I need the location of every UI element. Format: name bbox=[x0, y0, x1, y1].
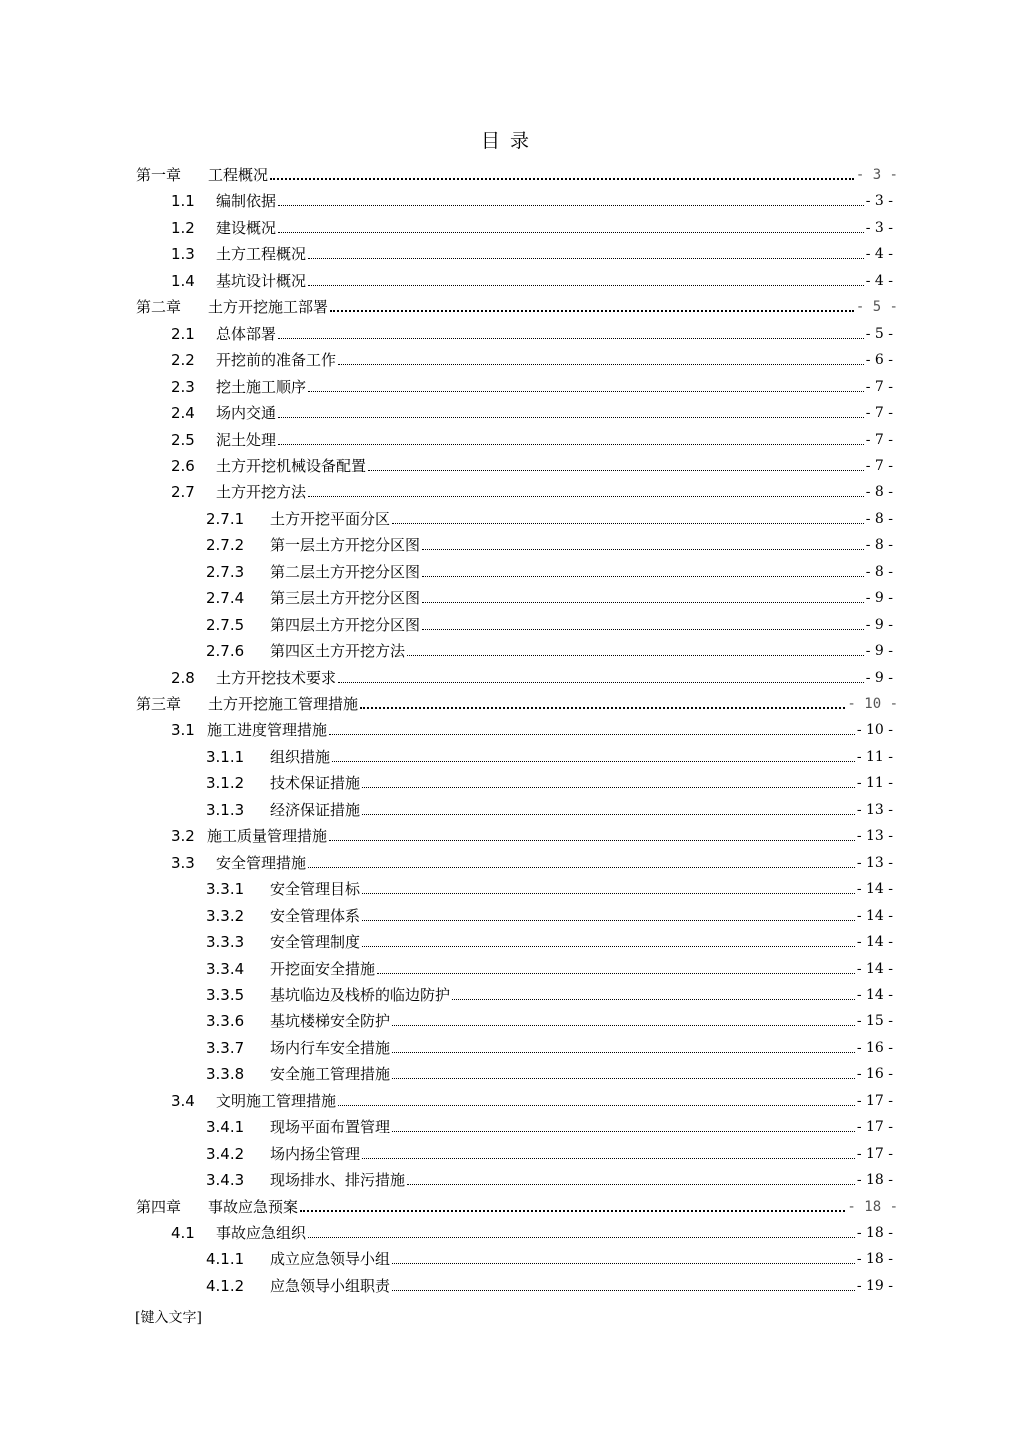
toc-entry-title: 场内行车安全措施 bbox=[270, 1038, 391, 1057]
toc-entry[interactable] bbox=[206, 636, 893, 660]
toc-entry-page: - 7 - bbox=[865, 405, 893, 422]
dot-leader bbox=[308, 257, 864, 259]
toc-entry-page: - 5 - bbox=[865, 325, 893, 342]
toc-entry-title: 第二层土方开挖分区图 bbox=[270, 562, 421, 581]
toc-chapter-entry[interactable] bbox=[136, 689, 898, 713]
toc-entry-page: - 7 - bbox=[865, 378, 893, 395]
toc-entry-title: 安全管理制度 bbox=[270, 933, 361, 952]
dot-leader bbox=[392, 1077, 855, 1079]
toc-entry[interactable] bbox=[206, 530, 893, 554]
dot-leader bbox=[338, 681, 864, 683]
toc-entry-page: - 13 - bbox=[856, 854, 893, 871]
toc-entry-page: - 16 - bbox=[856, 1039, 893, 1056]
toc-entry[interactable] bbox=[206, 557, 893, 581]
toc-entry[interactable] bbox=[171, 213, 893, 237]
toc-entry-title: 基坑临边及栈桥的临边防护 bbox=[270, 985, 451, 1004]
toc-entry-page: - 13 - bbox=[856, 828, 893, 845]
dot-leader bbox=[422, 628, 864, 630]
toc-entry-number: 3.1.2 bbox=[206, 774, 245, 793]
toc-entry-number: 3.3.7 bbox=[206, 1038, 245, 1057]
toc-entry-page: - 7 - bbox=[865, 431, 893, 448]
toc-entry[interactable] bbox=[171, 372, 893, 396]
toc-entry-page: - 18 - bbox=[847, 1198, 898, 1215]
toc-chapter-entry[interactable] bbox=[136, 1192, 898, 1216]
toc-entry-title: 技术保证措施 bbox=[270, 774, 361, 793]
toc-entry-number: 3.4.1 bbox=[206, 1118, 245, 1137]
toc-entry-title: 应急领导小组职责 bbox=[270, 1276, 391, 1295]
dot-leader bbox=[392, 1262, 855, 1264]
dot-leader bbox=[332, 760, 855, 762]
toc-entry[interactable] bbox=[206, 1165, 893, 1189]
toc-chapter-entry[interactable] bbox=[136, 160, 898, 184]
dot-leader bbox=[392, 1051, 855, 1053]
dot-leader bbox=[392, 1024, 855, 1026]
toc-entry-page: - 3 - bbox=[865, 219, 893, 236]
dot-leader bbox=[392, 1130, 855, 1132]
toc-entry-title: 第四层土方开挖分区图 bbox=[270, 615, 421, 634]
toc-entry-page: - 13 - bbox=[856, 801, 893, 818]
toc-entry-page: - 14 - bbox=[856, 986, 893, 1003]
dot-leader bbox=[452, 998, 855, 1000]
toc-entry-number: 3.3 bbox=[171, 853, 195, 872]
toc-entry[interactable] bbox=[206, 1271, 893, 1295]
toc-entry[interactable] bbox=[206, 742, 893, 766]
toc-entry[interactable] bbox=[206, 795, 893, 819]
toc-entry-page: - 10 - bbox=[847, 696, 898, 712]
toc-entry-number: 3.3.2 bbox=[206, 906, 245, 925]
toc-entry-number: 2.7 bbox=[171, 483, 195, 502]
toc-entry-number: 2.2 bbox=[171, 351, 195, 370]
toc-entry-number: 第四章 bbox=[136, 1197, 182, 1216]
toc-entry-page: - 14 - bbox=[856, 907, 893, 924]
toc-entry-number: 2.7.6 bbox=[206, 642, 245, 661]
toc-entry-page: - 18 - bbox=[856, 1251, 893, 1268]
toc-entry-number: 3.3.5 bbox=[206, 985, 245, 1004]
toc-entry-title: 总体部署 bbox=[216, 324, 277, 343]
toc-entry-page: - 17 - bbox=[856, 1092, 893, 1109]
dot-leader bbox=[368, 469, 864, 471]
toc-entry-number: 2.7.4 bbox=[206, 589, 245, 608]
toc-entry-number: 1.3 bbox=[171, 245, 195, 264]
toc-entry-page: - 15 - bbox=[856, 1013, 893, 1030]
toc-entry[interactable] bbox=[171, 1218, 893, 1242]
toc-entry-page: - 9 - bbox=[865, 616, 893, 633]
toc-entry-title: 工程概况 bbox=[208, 166, 269, 184]
toc-entry[interactable] bbox=[171, 266, 893, 290]
toc-entry-number: 1.4 bbox=[171, 271, 195, 290]
toc-entry-number: 3.1.3 bbox=[206, 800, 245, 819]
dot-leader bbox=[407, 654, 864, 656]
dot-leader bbox=[407, 1183, 855, 1185]
dot-leader bbox=[308, 1236, 855, 1238]
toc-entry-title: 土方开挖机械设备配置 bbox=[216, 456, 367, 475]
dot-leader bbox=[362, 786, 855, 788]
toc-entry[interactable] bbox=[206, 1244, 893, 1268]
toc-entry-page: - 17 - bbox=[856, 1145, 893, 1162]
dot-leader bbox=[278, 337, 864, 339]
toc-entry-number: 2.3 bbox=[171, 377, 195, 396]
dot-leader bbox=[362, 945, 855, 947]
toc-entry-title: 安全施工管理措施 bbox=[270, 1065, 391, 1084]
dot-leader bbox=[270, 177, 854, 180]
toc-entry[interactable] bbox=[206, 1059, 893, 1083]
dot-leader bbox=[278, 443, 864, 445]
toc-entry-number: 2.7.5 bbox=[206, 615, 245, 634]
toc-entry-title: 土方开挖施工部署 bbox=[208, 298, 329, 317]
toc-entry-page: - 3 - bbox=[865, 193, 893, 210]
toc-entry-page: - 14 - bbox=[856, 960, 893, 977]
toc-entry[interactable] bbox=[206, 874, 893, 898]
toc-entry-number: 3.4.2 bbox=[206, 1144, 245, 1163]
toc-entry-number: 第二章 bbox=[136, 298, 182, 317]
toc-entry-title: 经济保证措施 bbox=[270, 800, 361, 819]
dot-leader bbox=[308, 284, 864, 286]
toc-entry-page: - 19 - bbox=[856, 1277, 893, 1294]
toc-entry[interactable] bbox=[171, 821, 893, 845]
toc-entry[interactable] bbox=[171, 663, 893, 687]
toc-entry-title: 土方工程概况 bbox=[216, 245, 307, 264]
dot-leader bbox=[308, 390, 864, 392]
toc-entry-title: 第三层土方开挖分区图 bbox=[270, 589, 421, 608]
toc-entry-page: - 9 - bbox=[865, 669, 893, 686]
dot-leader bbox=[300, 1209, 845, 1212]
toc-entry-title: 开挖面安全措施 bbox=[270, 959, 376, 978]
toc-entry[interactable] bbox=[206, 1139, 893, 1163]
toc-entry-number: 3.1.1 bbox=[206, 747, 245, 766]
dot-leader bbox=[422, 601, 864, 603]
toc-entry[interactable] bbox=[171, 398, 893, 422]
toc-entry-page: - 5 - bbox=[855, 299, 898, 316]
toc-entry-title: 安全管理目标 bbox=[270, 880, 361, 899]
toc-entry[interactable] bbox=[171, 239, 893, 263]
dot-leader bbox=[278, 416, 864, 418]
toc-entry-title: 土方开挖技术要求 bbox=[216, 668, 337, 687]
dot-leader bbox=[362, 1157, 855, 1159]
toc-entry[interactable] bbox=[171, 425, 893, 449]
toc-entry-title: 事故应急组织 bbox=[216, 1224, 307, 1242]
toc-entry-title: 第四区土方开挖方法 bbox=[270, 642, 406, 661]
toc-entry-page: - 6 - bbox=[865, 352, 893, 369]
toc-entry[interactable] bbox=[206, 610, 893, 634]
toc-entry[interactable] bbox=[171, 1086, 893, 1110]
dot-leader bbox=[338, 1104, 855, 1106]
toc-entry-title: 场内扬尘管理 bbox=[270, 1144, 361, 1163]
dot-leader bbox=[278, 231, 864, 233]
dot-leader bbox=[360, 706, 845, 709]
toc-entry[interactable] bbox=[206, 1112, 893, 1136]
toc-entry-number: 2.7.2 bbox=[206, 536, 245, 555]
toc-entry-page: - 9 - bbox=[865, 643, 893, 660]
dot-leader bbox=[377, 972, 855, 974]
toc-entry-number: 4.1.1 bbox=[206, 1250, 245, 1269]
toc-entry-page: - 11 - bbox=[856, 748, 893, 765]
toc-entry[interactable] bbox=[206, 768, 893, 792]
toc-entry-number: 2.6 bbox=[171, 456, 195, 475]
toc-entry-number: 3.3.8 bbox=[206, 1065, 245, 1084]
toc-entry-title: 第一层土方开挖分区图 bbox=[270, 536, 421, 555]
toc-entry[interactable] bbox=[206, 1006, 893, 1030]
toc-entry-number: 1.2 bbox=[171, 218, 195, 237]
toc-entry-title: 安全管理体系 bbox=[270, 906, 361, 925]
toc-entry-title: 文明施工管理措施 bbox=[216, 1091, 337, 1110]
toc-entry-title: 施工质量管理措施 bbox=[207, 827, 328, 846]
toc-entry-number: 3.3.4 bbox=[206, 959, 245, 978]
toc-entry-title: 现场排水、排污措施 bbox=[270, 1171, 406, 1190]
toc-entry-title: 土方开挖方法 bbox=[216, 483, 307, 502]
toc-entry-number: 2.5 bbox=[171, 430, 195, 449]
toc-entry[interactable] bbox=[206, 583, 893, 607]
toc-entry-number: 3.3.3 bbox=[206, 933, 245, 952]
dot-leader bbox=[392, 1289, 855, 1291]
dot-leader bbox=[392, 522, 864, 524]
toc-entry-page: - 16 - bbox=[856, 1066, 893, 1083]
toc-entry-page: - 17 - bbox=[856, 1119, 893, 1136]
toc-entry-page: - 8 - bbox=[865, 510, 893, 527]
toc-entry-number: 1.1 bbox=[171, 192, 195, 211]
toc-entry[interactable] bbox=[206, 1033, 893, 1057]
dot-leader bbox=[329, 733, 855, 735]
toc-entry-page: - 4 - bbox=[865, 272, 893, 289]
toc-entry[interactable] bbox=[206, 901, 893, 925]
toc-entry-page: - 8 - bbox=[865, 537, 893, 554]
toc-entry-title: 事故应急预案 bbox=[208, 1197, 299, 1216]
dot-leader bbox=[362, 892, 855, 894]
toc-entry-number: 3.4 bbox=[171, 1091, 195, 1110]
toc-entry-number: 3.1 bbox=[171, 721, 195, 740]
toc-entry-title: 施工进度管理措施 bbox=[207, 721, 328, 740]
toc-entry[interactable] bbox=[171, 451, 893, 475]
toc-entry-title: 挖土施工顺序 bbox=[216, 377, 307, 396]
toc-entry-title: 基坑楼梯安全防护 bbox=[270, 1012, 391, 1031]
toc-title: 目 录 bbox=[480, 130, 532, 152]
toc-entry-number: 2.8 bbox=[171, 668, 195, 687]
toc-entry[interactable] bbox=[171, 848, 893, 872]
toc-entry[interactable] bbox=[171, 477, 893, 501]
toc-entry-page: - 14 - bbox=[856, 934, 893, 951]
toc-entry-title: 泥土处理 bbox=[216, 430, 277, 449]
toc-entry-page: - 18 - bbox=[856, 1172, 893, 1189]
toc-entry-title: 土方开挖施工管理措施 bbox=[208, 695, 359, 713]
toc-entry[interactable] bbox=[171, 715, 893, 739]
dot-leader bbox=[422, 575, 864, 577]
toc-entry-page: - 4 - bbox=[865, 246, 893, 263]
toc-entry-title: 安全管理措施 bbox=[216, 853, 307, 872]
toc-entry-title: 组织措施 bbox=[270, 747, 331, 766]
toc-entry-title: 场内交通 bbox=[216, 404, 277, 423]
toc-entry-page: - 11 - bbox=[856, 775, 893, 792]
toc-entry-page: - 8 - bbox=[865, 563, 893, 580]
toc-entry-page: - 14 - bbox=[856, 881, 893, 898]
toc-entry[interactable] bbox=[171, 345, 893, 369]
toc-entry[interactable] bbox=[206, 504, 893, 528]
toc-entry-number: 第三章 bbox=[136, 695, 182, 713]
toc-entry-number: 第一章 bbox=[136, 166, 182, 184]
toc-entry-number: 2.7.1 bbox=[206, 509, 245, 528]
toc-entry-number: 3.4.3 bbox=[206, 1171, 245, 1190]
toc-entry[interactable] bbox=[206, 954, 893, 978]
dot-leader bbox=[308, 866, 855, 868]
toc-entry-page: - 18 - bbox=[856, 1225, 893, 1241]
toc-entry-number: 2.1 bbox=[171, 324, 195, 343]
dot-leader bbox=[329, 839, 855, 841]
toc-entry-number: 3.3.6 bbox=[206, 1012, 245, 1031]
toc-entry-title: 开挖前的准备工作 bbox=[216, 351, 337, 370]
toc-entry-title: 基坑设计概况 bbox=[216, 271, 307, 290]
toc-entry-number: 2.4 bbox=[171, 404, 195, 423]
dot-leader bbox=[278, 204, 864, 206]
toc-entry-number: 3.3.1 bbox=[206, 880, 245, 899]
toc-entry-page: - 8 - bbox=[865, 484, 893, 501]
toc-entry[interactable] bbox=[206, 927, 893, 951]
toc-entry[interactable] bbox=[171, 319, 893, 343]
dot-leader bbox=[422, 548, 864, 550]
dot-leader bbox=[338, 363, 864, 365]
toc-entry-title: 成立应急领导小组 bbox=[270, 1250, 391, 1269]
toc-entry-page: - 7 - bbox=[865, 457, 893, 474]
toc-entry-page: - 9 - bbox=[865, 590, 893, 607]
dot-leader bbox=[362, 919, 855, 921]
footer-placeholder: [键入文字] bbox=[135, 1310, 202, 1326]
toc-entry-title: 土方开挖平面分区 bbox=[270, 509, 391, 528]
toc-entry-number: 2.7.3 bbox=[206, 562, 245, 581]
toc-entry-title: 建设概况 bbox=[216, 218, 277, 237]
dot-leader bbox=[308, 495, 864, 497]
dot-leader bbox=[330, 309, 854, 312]
toc-entry[interactable] bbox=[206, 980, 893, 1004]
toc-entry-title: 现场平面布置管理 bbox=[270, 1118, 391, 1137]
toc-chapter-entry[interactable] bbox=[136, 292, 898, 316]
toc-entry-number: 4.1 bbox=[171, 1224, 195, 1242]
toc-entry[interactable] bbox=[171, 186, 893, 210]
toc-entry-number: 3.2 bbox=[171, 827, 195, 846]
dot-leader bbox=[362, 813, 855, 815]
toc-entry-page: - 3 - bbox=[855, 167, 898, 183]
toc-entry-title: 编制依据 bbox=[216, 192, 277, 211]
toc-entry-page: - 10 - bbox=[856, 722, 893, 739]
toc-entry-number: 4.1.2 bbox=[206, 1276, 245, 1295]
